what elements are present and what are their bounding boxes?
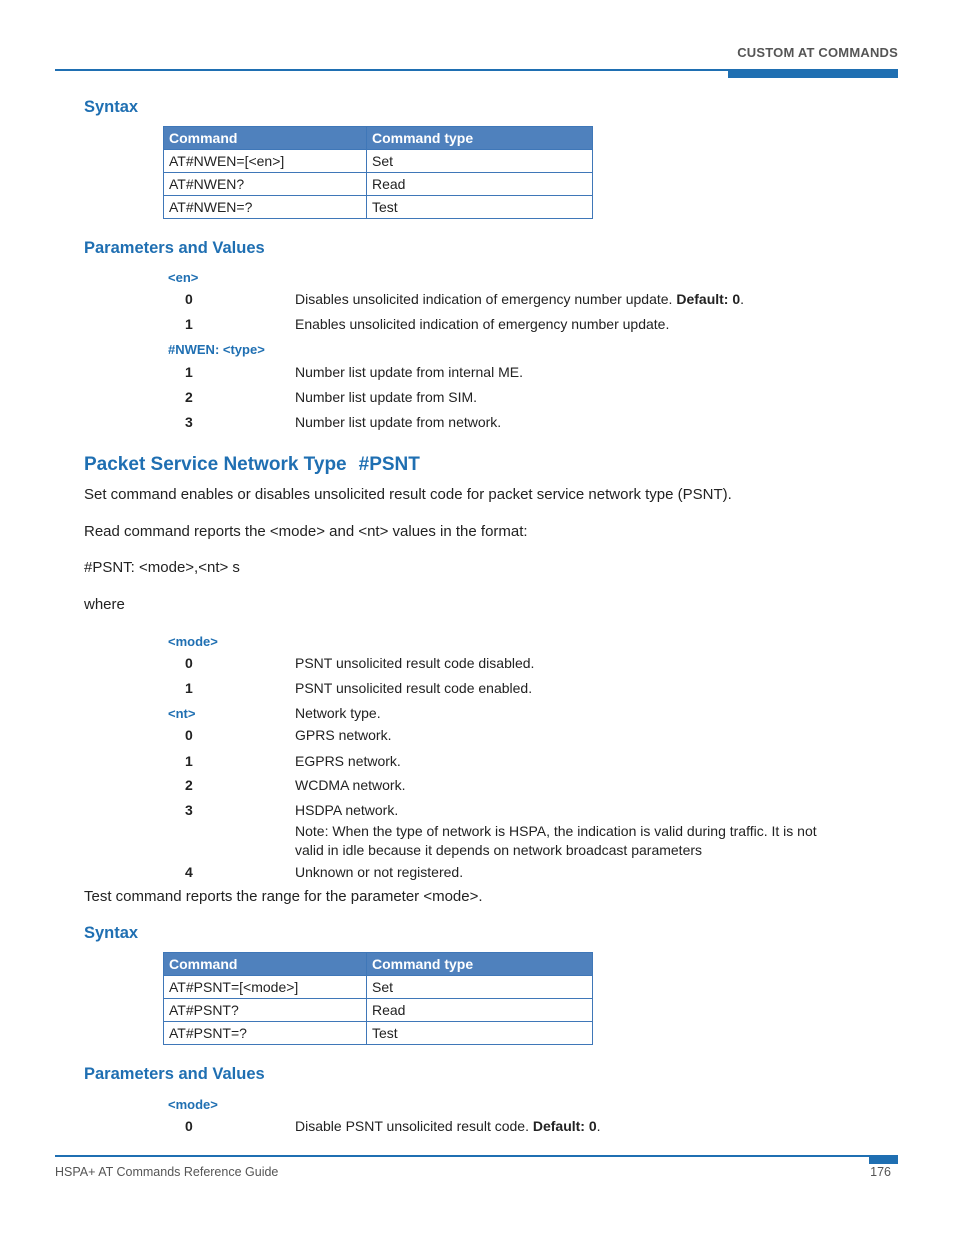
type-cell: Test [367, 196, 593, 219]
column-header: Command type [367, 127, 593, 150]
param-description: Disable PSNT unsolicited result code. Default: 0. [295, 1118, 601, 1134]
param-value: 0 [185, 1118, 193, 1134]
command-cell: AT#NWEN=? [164, 196, 367, 219]
param-description: HSDPA network. [295, 802, 399, 818]
psnt-syntax-table [163, 952, 593, 1045]
type-cell: Test [367, 1022, 593, 1045]
param-value: 4 [185, 864, 193, 880]
paragraph: #PSNT: <mode>,<nt> s [84, 559, 240, 576]
nwen-syntax-table [163, 126, 593, 219]
param-label-nt: <nt> [168, 706, 196, 721]
running-header: CUSTOM AT COMMANDS [737, 45, 898, 60]
paragraph: Read command reports the <mode> and <nt> values in the format: [84, 523, 528, 540]
param-description: PSNT unsolicited result code disabled. [295, 655, 535, 671]
type-cell: Set [367, 150, 593, 173]
param-label-mode: <mode> [168, 1097, 218, 1112]
note-text: Note: When the type of network is HSPA, the indication is valid during traffic. It is not valid in idle because it depends on network broadcast parameters [295, 823, 817, 858]
param-value: 1 [185, 753, 193, 769]
type-cell: Read [367, 173, 593, 196]
command-cell: AT#NWEN=[<en>] [164, 150, 367, 173]
param-value: 1 [185, 680, 193, 696]
param-description: Enables unsolicited indication of emergency number update. [295, 316, 670, 332]
param-value: 0 [185, 291, 193, 307]
psnt-syntax-heading: Syntax [84, 924, 139, 942]
table-row [164, 999, 593, 1022]
nwen-params-heading: Parameters and Values [84, 239, 265, 257]
header-accent-bar [728, 70, 898, 78]
param-label-mode: <mode> [168, 634, 218, 649]
table-header-row [164, 127, 593, 150]
param-description: Number list update from SIM. [295, 389, 478, 405]
command-cell: AT#NWEN? [164, 173, 367, 196]
command-cell: AT#PSNT? [164, 999, 367, 1022]
param-description: Disables unsolicited indication of emergency number update. Default: 0. [295, 291, 745, 307]
param-value: 2 [185, 777, 193, 793]
param-description: GPRS network. [295, 727, 392, 743]
param-value: 2 [185, 389, 193, 405]
param-value: 1 [185, 364, 193, 380]
section-title: Packet Service Network Type #PSNT [84, 454, 420, 475]
table-row [164, 150, 593, 173]
command-tag: #PSNT [358, 454, 420, 475]
column-header: Command [164, 127, 367, 150]
page-number: 176 [870, 1165, 891, 1179]
param-description: Number list update from internal ME. [295, 364, 523, 380]
paragraph: where [84, 596, 125, 613]
param-value: 1 [185, 316, 193, 332]
table-row [164, 173, 593, 196]
table-row [164, 196, 593, 219]
command-cell: AT#PSNT=[<mode>] [164, 976, 367, 999]
footer-doc-title: HSPA+ AT Commands Reference Guide [55, 1165, 279, 1179]
table-row [164, 976, 593, 999]
table-row [164, 1022, 593, 1045]
param-description: Number list update from network. [295, 414, 502, 430]
param-value: 3 [185, 802, 193, 818]
table-header-row [164, 953, 593, 976]
param-value: 0 [185, 727, 193, 743]
param-label-type: #NWEN: <type> [168, 342, 265, 357]
param-description: WCDMA network. [295, 777, 406, 793]
column-header: Command type [367, 953, 593, 976]
type-cell: Read [367, 999, 593, 1022]
psnt-params-heading: Parameters and Values [84, 1065, 265, 1083]
param-description: Unknown or not registered. [295, 864, 464, 880]
param-description: Network type. [295, 705, 381, 721]
footer-rule [55, 1155, 898, 1157]
param-value: 3 [185, 414, 193, 430]
paragraph: Test command reports the range for the parameter <mode>. [84, 888, 483, 905]
param-label-en: <en> [168, 270, 199, 285]
footer-accent-bar [869, 1155, 898, 1164]
param-description: EGPRS network. [295, 753, 401, 769]
command-cell: AT#PSNT=? [164, 1022, 367, 1045]
param-value: 0 [185, 655, 193, 671]
column-header: Command [164, 953, 367, 976]
paragraph: Set command enables or disables unsolicited result code for packet service network type (PSNT). [84, 486, 732, 503]
param-description: PSNT unsolicited result code enabled. [295, 680, 533, 696]
type-cell: Set [367, 976, 593, 999]
nwen-syntax-heading: Syntax [84, 98, 139, 116]
